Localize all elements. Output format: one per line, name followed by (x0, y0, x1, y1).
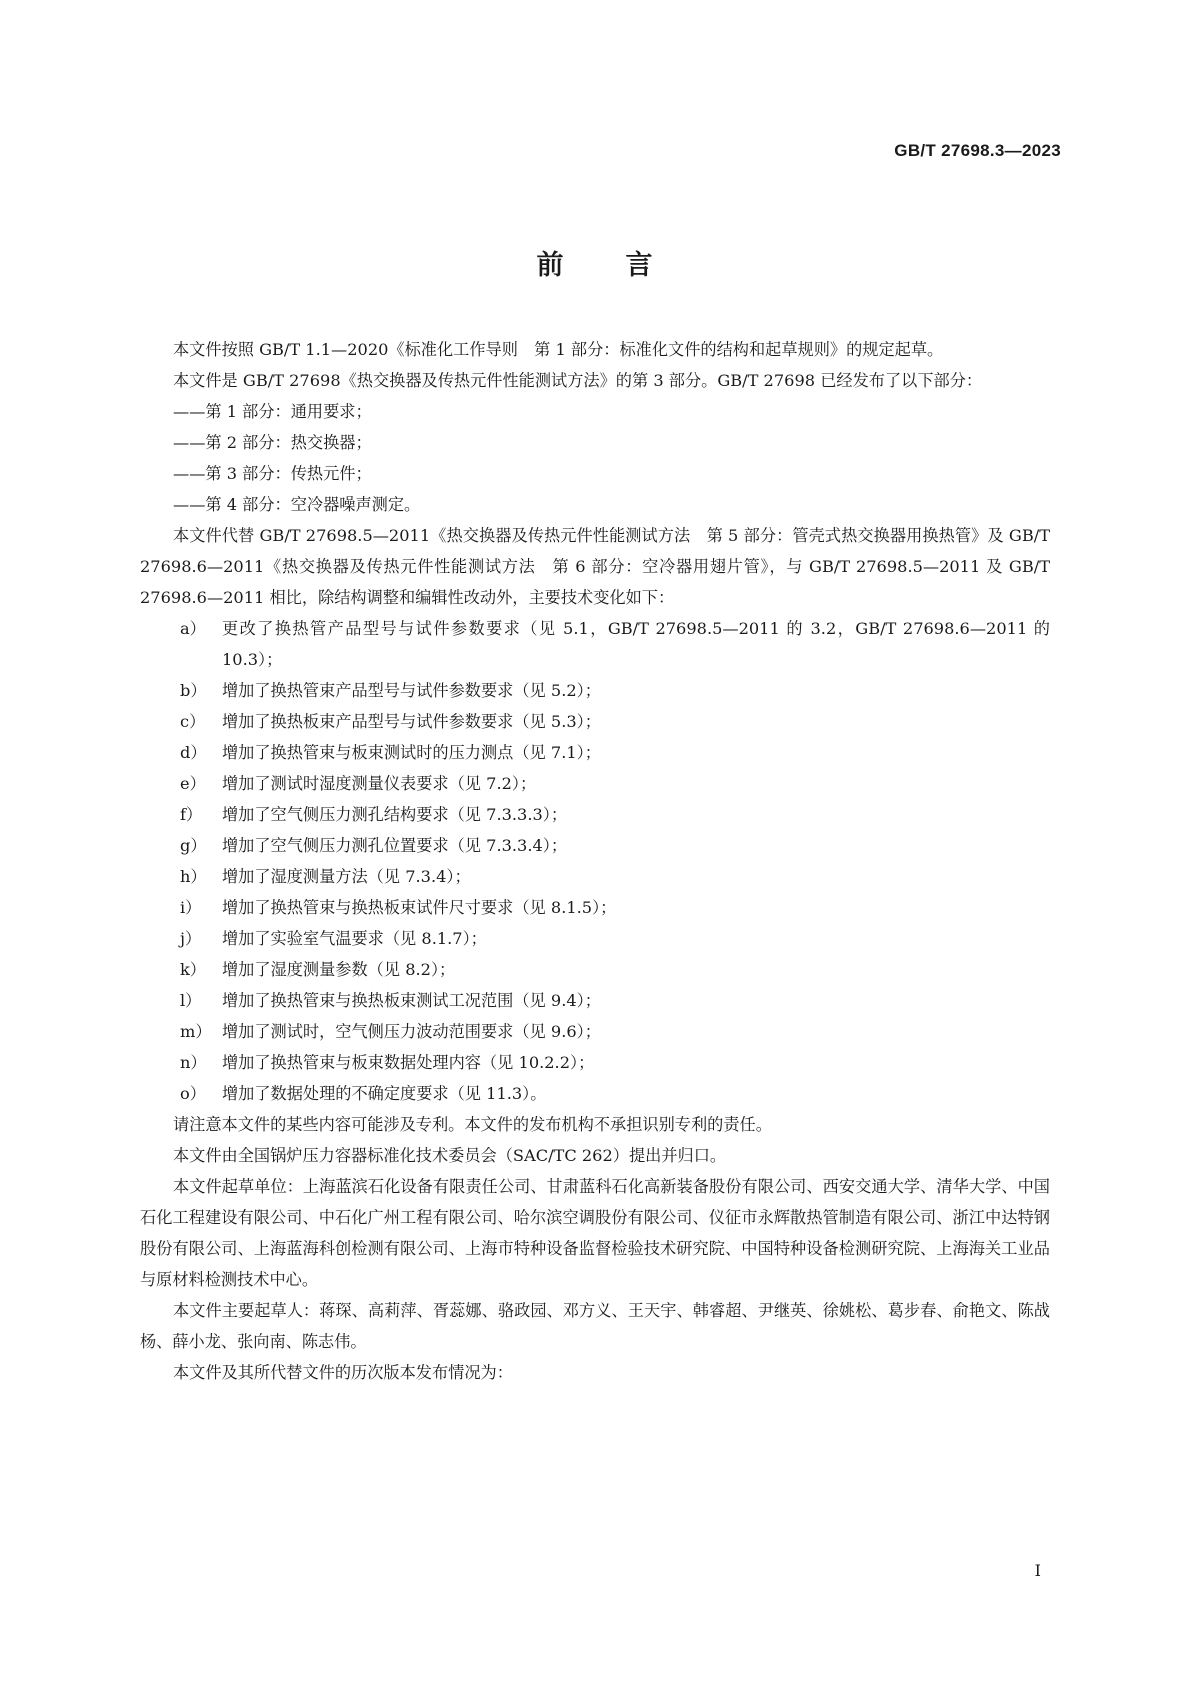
change-letter: m） (180, 1022, 212, 1041)
change-text: 增加了换热管束与换热板束测试工况范围（见 9.4）； (222, 991, 601, 1010)
paragraph-drafters: 本文件主要起草人：蒋琛、高莉萍、胥蕊娜、骆政园、邓方义、王天宇、韩睿超、尹继英、徐姚松、葛步春、俞艳文、陈战杨、薛小龙、张向南、陈志伟。 (140, 1301, 1050, 1351)
title-char-1: 前 (536, 250, 566, 281)
change-item (140, 985, 1050, 1016)
preface-body (140, 334, 1050, 1388)
change-letter: i） (180, 898, 202, 917)
change-text: 增加了实验室气温要求（见 8.1.7）； (222, 929, 487, 948)
change-item (140, 830, 1050, 861)
change-item (140, 737, 1050, 768)
paragraph-part-info: 本文件是 GB/T 27698《热交换器及传热元件性能测试方法》的第 3 部分。GB/T 27698 已经发布了以下部分： (173, 371, 983, 390)
page-number: I (1034, 1561, 1041, 1580)
change-text: 增加了换热管束与板束测试时的压力测点（见 7.1）； (222, 743, 601, 762)
change-item (140, 675, 1050, 706)
change-letter: o） (180, 1084, 206, 1103)
change-text: 增加了换热管束与板束数据处理内容（见 10.2.2）； (222, 1053, 595, 1072)
part-item: ——第 3 部分：传热元件； (173, 464, 372, 483)
change-text: 增加了数据处理的不确定度要求（见 11.3）。 (222, 1084, 547, 1103)
change-text: 增加了湿度测量方法（见 7.3.4）； (222, 867, 471, 886)
standard-number: GB/T 27698.3—2023 (894, 141, 1061, 160)
change-item (140, 1078, 1050, 1109)
change-text: 增加了换热管束与换热板束试件尺寸要求（见 8.1.5）； (222, 898, 617, 917)
technical-changes-list (140, 613, 1050, 1109)
change-text: 增加了湿度测量参数（见 8.2）； (222, 960, 456, 979)
paragraph-patent-notice: 请注意本文件的某些内容可能涉及专利。本文件的发布机构不承担识别专利的责任。 (173, 1115, 772, 1134)
change-letter: c） (180, 712, 206, 731)
change-text: 增加了空气侧压力测孔位置要求（见 7.3.3.4）； (222, 836, 568, 855)
part-item: ——第 2 部分：热交换器； (173, 433, 372, 452)
paragraph-version-history: 本文件及其所代替文件的历次版本发布情况为： (173, 1363, 513, 1382)
change-text: 增加了空气侧压力测孔结构要求（见 7.3.3.3）； (222, 805, 568, 824)
change-item (140, 613, 1050, 675)
change-letter: n） (180, 1053, 207, 1072)
change-item (140, 1047, 1050, 1078)
change-text: 增加了换热板束产品型号与试件参数要求（见 5.3）； (222, 712, 601, 731)
change-letter: f） (180, 805, 203, 824)
change-text: 更改了换热管产品型号与试件参数要求（见 5.1，GB/T 27698.5—2011 的 3.2，GB/T 27698.6—2011 的 10.3）； (222, 619, 1050, 669)
published-parts-list (140, 396, 1050, 520)
change-letter: l） (180, 991, 202, 1010)
change-text: 增加了测试时，空气侧压力波动范围要求（见 9.6）； (222, 1022, 601, 1041)
change-item (140, 1016, 1050, 1047)
paragraph-drafting-units: 本文件起草单位：上海蓝滨石化设备有限责任公司、甘肃蓝科石化高新装备股份有限公司、西安交通大学、清华大学、中国石化工程建设有限公司、中石化广州工程有限公司、哈尔滨空调股份有限公司、仪征市永辉散热管制造有限公司、浙江中达特钢股份有限公司、上海蓝海科创检测有限公司、上海市特种设备监督检验技术研究院、中国特种设备检测研究院、上海海关工业品与原材料检测技术中心。 (140, 1177, 1050, 1289)
paragraph-replacement: 本文件代替 GB/T 27698.5—2011《热交换器及传热元件性能测试方法 第 5 部分：管壳式热交换器用换热管》及 GB/T 27698.6—2011《热交换器及传热元件性能测试方法 第 6 部分：空冷器用翅片管》，与 GB/T 27698.5—2011 及 GB/T 27698.6—2011 相比，除结构调整和编辑性改动外，主要技术变化如下： (140, 526, 1050, 607)
change-letter: j） (180, 929, 202, 948)
change-item (140, 861, 1050, 892)
change-item (140, 954, 1050, 985)
change-letter: a） (180, 619, 206, 638)
change-letter: k） (180, 960, 206, 979)
change-item (140, 892, 1050, 923)
paragraph-drafting-rules: 本文件按照 GB/T 1.1—2020《标准化工作导则 第 1 部分：标准化文件的结构和起草规则》的规定起草。 (173, 340, 944, 359)
change-text: 增加了换热管束产品型号与试件参数要求（见 5.2）； (222, 681, 601, 700)
paragraph-proposer: 本文件由全国锅炉压力容器标准化技术委员会（SAC/TC 262）提出并归口。 (173, 1146, 727, 1165)
change-letter: d） (180, 743, 207, 762)
change-item (140, 768, 1050, 799)
change-letter: e） (180, 774, 206, 793)
change-letter: g） (180, 836, 207, 855)
change-item (140, 923, 1050, 954)
change-letter: h） (180, 867, 207, 886)
change-text: 增加了测试时湿度测量仪表要求（见 7.2）； (222, 774, 537, 793)
change-item (140, 799, 1050, 830)
part-item: ——第 1 部分：通用要求； (173, 402, 372, 421)
title-char-2: 言 (625, 250, 655, 281)
part-item: ——第 4 部分：空冷器噪声测定。 (173, 495, 421, 514)
change-item (140, 706, 1050, 737)
change-letter: b） (180, 681, 207, 700)
page-title (0, 243, 1191, 282)
